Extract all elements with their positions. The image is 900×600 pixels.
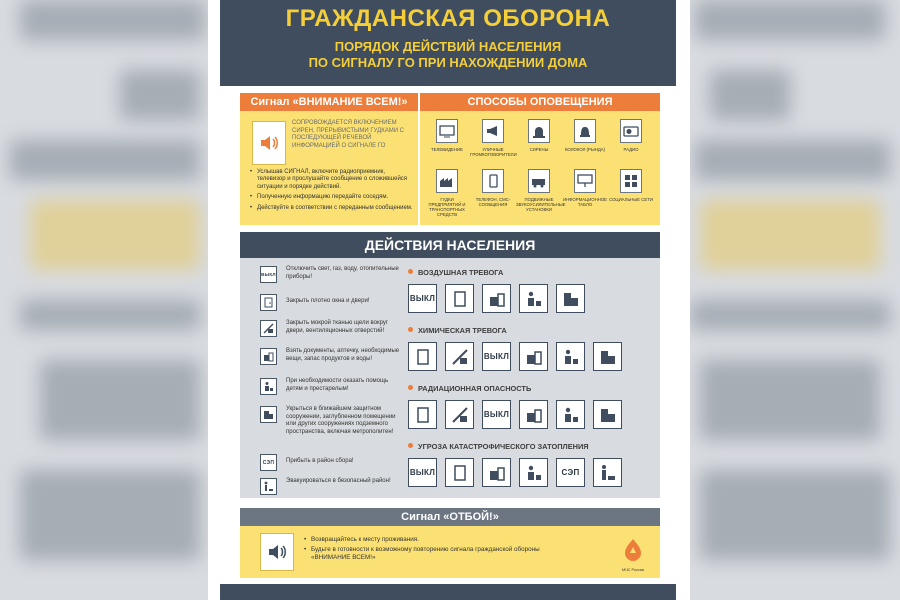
- attention-instructions: [250, 169, 414, 215]
- alarm-title: ХИМИЧЕСКАЯ ТРЕВОГА: [408, 326, 622, 338]
- sep-icon: СЭП: [260, 454, 277, 471]
- power-off-icon: ВЫКЛ: [482, 342, 511, 371]
- alarm-title: РАДИАЦИОННАЯ ОПАСНОСТЬ: [408, 384, 622, 396]
- notification-method: ИНФОРМАЦИОННОЕ ТАБЛО: [562, 169, 608, 207]
- list-item: • Будьте в готовности к возможному повторению сигнала гражданской обороны «ВНИМАНИЕ ВСЕМ!»: [304, 546, 564, 562]
- blurred-background-right: [690, 0, 900, 600]
- power-off-icon: ВЫКЛ: [408, 284, 437, 313]
- list-item: • Полученную информацию передайте соседям.: [250, 194, 414, 201]
- door-icon: [445, 284, 474, 313]
- power-off-icon: ВЫКЛ: [260, 266, 277, 283]
- shelter-icon: [260, 406, 277, 423]
- documents-icon: [482, 284, 511, 313]
- radiation-alarm: [408, 384, 622, 429]
- actions-title: ДЕЙСТВИЯ НАСЕЛЕНИЯ: [240, 232, 660, 258]
- evacuate-icon: [593, 458, 622, 487]
- sep-icon: СЭП: [556, 458, 585, 487]
- poster-subtitle-line1: ПОРЯДОК ДЕЙСТВИЙ НАСЕЛЕНИЯ: [334, 39, 562, 54]
- wet-cloth-icon: [445, 342, 474, 371]
- evacuate-icon: [260, 478, 277, 495]
- poster-subtitle-line2: ПО СИГНАЛУ ГО ПРИ НАХОЖДЕНИИ ДОМА: [308, 55, 588, 70]
- documents-icon: [482, 458, 511, 487]
- notification-method: СИРЕНЫ: [516, 119, 562, 152]
- blurred-background-left: [0, 0, 208, 600]
- list-item: • Действуйте в соответствии с переданным сообщением.: [250, 205, 414, 212]
- attention-description: СОПРОВОЖДАЕТСЯ ВКЛЮЧЕНИЕМ СИРЕН, ПРЕРЫВИСТЫМИ ГУДКАМИ С ПОСЛЕДУЮЩЕЙ РЕЧЕВОЙ ИНФОРМАЦИЕЙ О СИГНАЛЕ ГО: [292, 120, 405, 149]
- documents-icon: [519, 400, 548, 429]
- flood-alarm: [408, 442, 622, 487]
- power-off-icon: ВЫКЛ: [408, 458, 437, 487]
- power-off-icon: ВЫКЛ: [482, 400, 511, 429]
- documents-icon: [260, 348, 277, 365]
- civil-defense-poster: [208, 0, 690, 600]
- siren-icon: [528, 119, 550, 143]
- door-icon: [408, 400, 437, 429]
- wet-cloth-icon: [445, 400, 474, 429]
- notification-method: СОЦИАЛЬНЫЕ СЕТИ: [608, 169, 654, 202]
- help-icon: [519, 458, 548, 487]
- help-icon: [556, 342, 585, 371]
- shelter-icon: [593, 342, 622, 371]
- notification-method: ПОДВИЖНЫЕ ЗВУКОУСИЛИТЕЛЬНЫЕ УСТАНОВКИ: [516, 169, 562, 212]
- footer-bar: [220, 584, 676, 600]
- all-clear-instructions: [304, 536, 564, 564]
- air-raid-alarm: [408, 268, 585, 313]
- door-icon: [445, 458, 474, 487]
- poster-header: [220, 0, 676, 86]
- shelter-icon: [593, 400, 622, 429]
- notification-methods-title: СПОСОБЫ ОПОВЕЩЕНИЯ: [420, 93, 660, 111]
- wet-cloth-icon: [260, 320, 277, 337]
- help-icon: [260, 378, 277, 395]
- speaker-icon: [252, 121, 286, 165]
- tv-icon: [436, 119, 458, 143]
- notification-method: ТЕЛЕФОН, СМС-СООБЩЕНИЯ: [470, 169, 516, 207]
- notification-method: УЛИЧНЫЕ ГРОМКОГОВОРИТЕЛИ: [470, 119, 516, 157]
- loudspeaker-icon: [482, 119, 504, 143]
- notification-method: ТЕЛЕВИДЕНИЕ: [424, 119, 470, 152]
- social-icon: [620, 169, 642, 193]
- notification-method: ГУДКИ ПРЕДПРИЯТИЙ И ТРАНСПОРТНЫХ СРЕДСТВ: [424, 169, 470, 217]
- bell-icon: [574, 119, 596, 143]
- all-clear-signal-panel: [240, 526, 660, 578]
- phone-icon: [482, 169, 504, 193]
- billboard-icon: [574, 169, 596, 193]
- mchs-logo: МЧС России: [618, 538, 648, 572]
- help-icon: [519, 284, 548, 313]
- actions-panel: ВЫКЛ Отключить свет, газ, воду, отопительные приборы! Закрыть плотно окна и двери! Закрыть мокрой тканью щели вокруг двери, вентиляционных отверстий! Взять документы, аптечку, необходимые вещи, запас продуктов и воды! При необходимости оказать помощь детям и престарелым! Укрыться в ближайшем защитном сооружении, заглубленном помещении или других сооружениях подземного пространства, включая метрополитен! СЭП Прибыть в район сбора! Эвакуироваться в безопасный район! ВОЗДУШНАЯ ТРЕВОГА ВЫКЛ ХИМИЧЕСКАЯ ТРЕВОГА ВЫКЛ РАДИАЦИОННАЯ ОПАСНОСТЬ ВЫКЛ УГРОЗА КАТАСТРОФИЧЕСКОГО ЗАТОПЛЕНИЯ ВЫКЛ СЭП: [240, 258, 660, 498]
- speaker-icon: [260, 533, 294, 571]
- door-icon: [408, 342, 437, 371]
- attention-signal-panel: [240, 111, 418, 225]
- alarm-title: УГРОЗА КАТАСТРОФИЧЕСКОГО ЗАТОПЛЕНИЯ: [408, 442, 622, 454]
- vehicle-icon: [528, 169, 550, 193]
- notification-method: КОЛОКОЛ (РЫНДА): [562, 119, 608, 152]
- all-clear-signal-title: Сигнал «ОТБОЙ!»: [240, 508, 660, 526]
- shelter-icon: [556, 284, 585, 313]
- door-icon: [260, 294, 277, 311]
- notification-methods-panel: [420, 111, 660, 225]
- factory-icon: [436, 169, 458, 193]
- help-icon: [556, 400, 585, 429]
- list-item: • Возвращайтесь к месту проживания.: [304, 536, 564, 544]
- alarm-title: ВОЗДУШНАЯ ТРЕВОГА: [408, 268, 585, 280]
- notification-method: РАДИО: [608, 119, 654, 152]
- attention-signal-title: Сигнал «ВНИМАНИЕ ВСЕМ!»: [240, 93, 418, 111]
- documents-icon: [519, 342, 548, 371]
- radio-icon: [620, 119, 642, 143]
- poster-title: ГРАЖДАНСКАЯ ОБОРОНА: [285, 5, 611, 32]
- list-item: • Услышав СИГНАЛ, включите радиоприемник, телевизор и прослушайте сообщение о сложившейся ситуации и порядке действий.: [250, 169, 414, 191]
- emblem-icon: [623, 538, 643, 562]
- chemical-alarm: [408, 326, 622, 371]
